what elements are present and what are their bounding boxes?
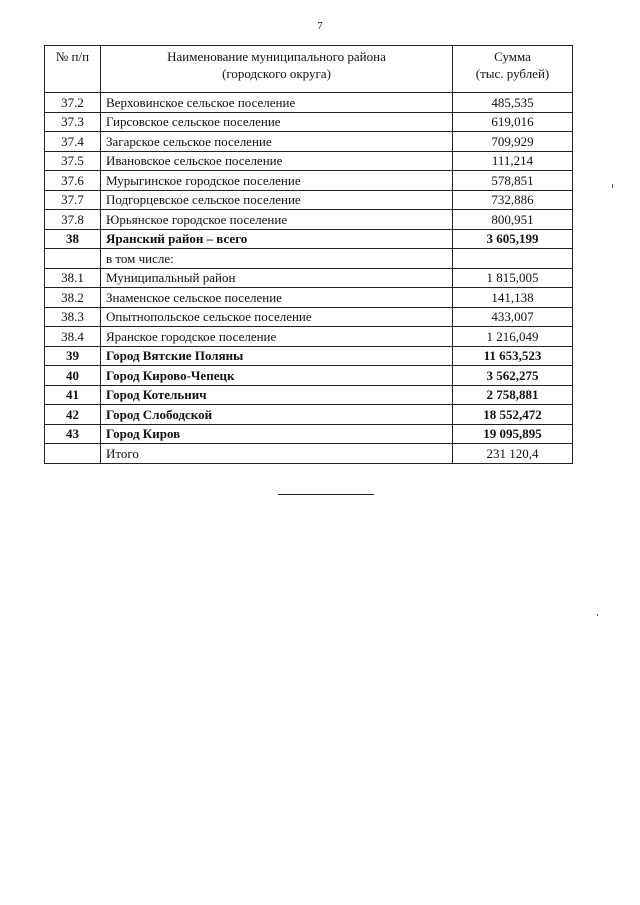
row-sum-cell: 3 605,199 — [453, 229, 573, 249]
row-number-cell: 38.1 — [45, 268, 101, 288]
row-sum-cell: 578,851 — [453, 171, 573, 191]
table-header — [45, 46, 573, 93]
row-number-cell: 39 — [45, 346, 101, 366]
row-name-cell: Итого — [101, 444, 453, 464]
table-row — [45, 307, 573, 327]
row-number-cell: 37.7 — [45, 190, 101, 210]
page-number: 7 — [317, 20, 323, 32]
table-row — [45, 132, 573, 152]
header-sum-line1: Сумма — [494, 49, 531, 64]
table-row — [45, 405, 573, 425]
row-sum-cell: 141,138 — [453, 288, 573, 308]
table-row — [45, 346, 573, 366]
table-row — [45, 385, 573, 405]
row-number-cell: 38 — [45, 229, 101, 249]
row-number-cell — [45, 444, 101, 464]
row-number-cell: 43 — [45, 424, 101, 444]
row-name-cell: Яранский район – всего — [101, 229, 453, 249]
row-number-cell: 37.8 — [45, 210, 101, 230]
row-sum-cell: 485,535 — [453, 93, 573, 113]
row-sum-cell: 231 120,4 — [453, 444, 573, 464]
row-sum-cell: 800,951 — [453, 210, 573, 230]
row-name-cell: Город Слободской — [101, 405, 453, 425]
row-name-cell: Юрьянское городское поселение — [101, 210, 453, 230]
row-sum-cell: 433,007 — [453, 307, 573, 327]
row-number-cell: 37.6 — [45, 171, 101, 191]
row-name-cell: Город Киров — [101, 424, 453, 444]
row-name-cell: Город Кирово-Чепецк — [101, 366, 453, 386]
table-row — [45, 93, 573, 113]
row-name-cell: Мурыгинское городское поселение — [101, 171, 453, 191]
row-name-cell: Подгорцевское сельское поселение — [101, 190, 453, 210]
table-row — [45, 268, 573, 288]
row-name-cell: Город Котельнич — [101, 385, 453, 405]
budget-table — [44, 45, 573, 464]
scan-mark — [612, 184, 613, 188]
row-number-cell: 37.2 — [45, 93, 101, 113]
row-name-cell: Муниципальный район — [101, 268, 453, 288]
row-name-cell: Город Вятские Поляны — [101, 346, 453, 366]
end-divider-line — [278, 494, 374, 495]
row-number-cell: 37.3 — [45, 112, 101, 132]
row-sum-cell — [453, 249, 573, 269]
table-row — [45, 327, 573, 347]
row-sum-cell: 3 562,275 — [453, 366, 573, 386]
row-number-cell: 38.3 — [45, 307, 101, 327]
header-sum — [453, 46, 573, 93]
row-sum-cell: 732,886 — [453, 190, 573, 210]
header-name — [101, 46, 453, 93]
table-row — [45, 229, 573, 249]
table-row — [45, 444, 573, 464]
row-number-cell: 38.4 — [45, 327, 101, 347]
table-body — [45, 93, 573, 464]
row-sum-cell: 18 552,472 — [453, 405, 573, 425]
table-row — [45, 190, 573, 210]
row-number-cell: 42 — [45, 405, 101, 425]
row-sum-cell: 1 216,049 — [453, 327, 573, 347]
row-sum-cell: 619,016 — [453, 112, 573, 132]
row-name-cell: Опытнопольское сельское поселение — [101, 307, 453, 327]
header-name-line1: Наименование муниципального района — [167, 49, 386, 64]
table-row — [45, 171, 573, 191]
row-sum-cell: 111,214 — [453, 151, 573, 171]
row-sum-cell: 19 095,895 — [453, 424, 573, 444]
header-num: № п/п — [45, 46, 101, 93]
row-sum-cell: 709,929 — [453, 132, 573, 152]
row-sum-cell: 11 653,523 — [453, 346, 573, 366]
row-number-cell: 37.4 — [45, 132, 101, 152]
table-row — [45, 112, 573, 132]
row-number-cell — [45, 249, 101, 269]
row-name-cell: Знаменское сельское поселение — [101, 288, 453, 308]
row-name-cell: Яранское городское поселение — [101, 327, 453, 347]
table-row — [45, 288, 573, 308]
header-name-line2: (городского округа) — [222, 66, 331, 81]
row-name-cell: Верховинское сельское поселение — [101, 93, 453, 113]
row-name-cell: Загарское сельское поселение — [101, 132, 453, 152]
table-row — [45, 151, 573, 171]
header-row — [45, 46, 573, 93]
table-row — [45, 366, 573, 386]
row-name-cell: в том числе: — [101, 249, 453, 269]
table-row — [45, 210, 573, 230]
row-number-cell: 38.2 — [45, 288, 101, 308]
row-number-cell: 40 — [45, 366, 101, 386]
row-sum-cell: 1 815,005 — [453, 268, 573, 288]
row-number-cell: 41 — [45, 385, 101, 405]
row-sum-cell: 2 758,881 — [453, 385, 573, 405]
row-number-cell: 37.5 — [45, 151, 101, 171]
scan-mark — [597, 614, 598, 616]
row-name-cell: Ивановское сельское поселение — [101, 151, 453, 171]
table-row — [45, 424, 573, 444]
table-row — [45, 249, 573, 269]
header-sum-line2: (тыс. рублей) — [475, 66, 550, 81]
row-name-cell: Гирсовское сельское поселение — [101, 112, 453, 132]
